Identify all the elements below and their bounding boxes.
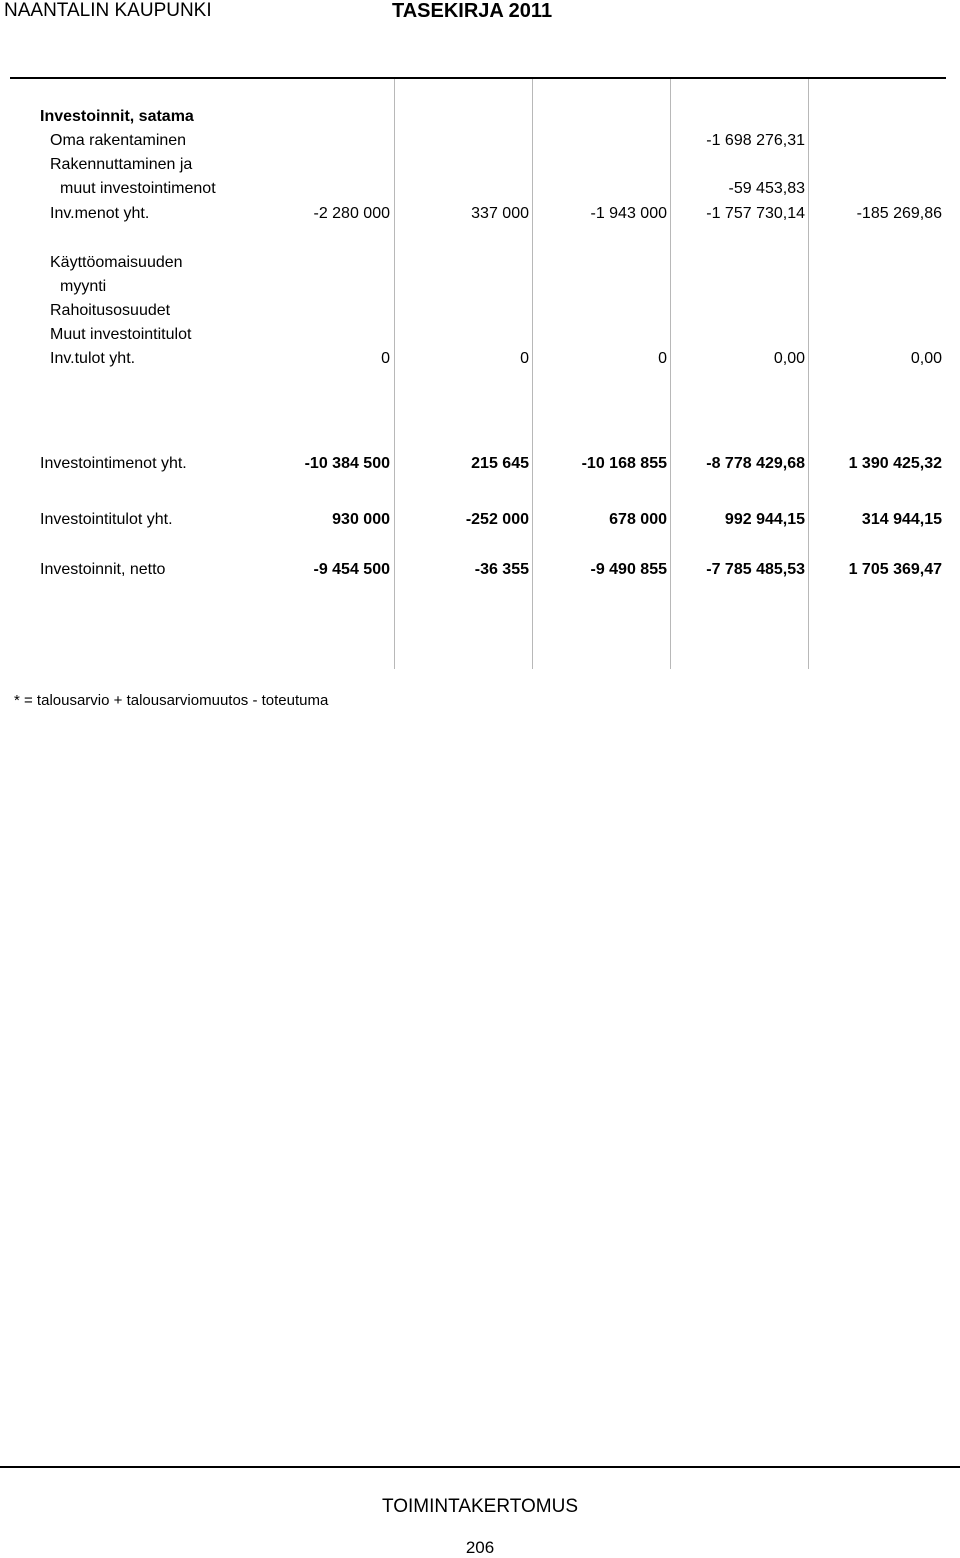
total-value: 930 000 (332, 511, 390, 528)
row-label: muut investointimenot (60, 180, 216, 197)
footer-title: TOIMINTAKERTOMUS (381, 1496, 578, 1517)
total-label: Investointimenot yht. (40, 455, 187, 472)
total-value: -9 490 855 (590, 561, 667, 578)
document-title: TASEKIRJA 2011 (392, 0, 553, 22)
cell-value: 0,00 (773, 350, 805, 367)
cell-value: -2 280 000 (313, 205, 390, 222)
organization-name: NAANTALIN KAUPUNKI (4, 0, 212, 21)
total-label: Investoinnit, netto (40, 561, 166, 578)
total-value: -8 778 429,68 (706, 455, 805, 472)
column-divider (394, 79, 395, 669)
page-number: 206 (465, 1538, 495, 1557)
row-label: myynti (60, 278, 107, 295)
header-divider (10, 77, 946, 79)
total-value: -10 168 855 (581, 455, 667, 472)
cell-value: -1 757 730,14 (706, 205, 805, 222)
total-value: -252 000 (465, 511, 529, 528)
total-value: 314 944,15 (861, 511, 942, 528)
column-divider (808, 79, 809, 669)
total-value: 992 944,15 (724, 511, 805, 528)
total-value: 215 645 (471, 455, 529, 472)
total-value: 678 000 (609, 511, 667, 528)
cell-value: -1 943 000 (590, 205, 667, 222)
cell-value: 337 000 (471, 205, 529, 222)
row-label: Oma rakentaminen (50, 132, 187, 149)
row-label: Rahoitusosuudet (50, 302, 171, 319)
cell-value: 0 (381, 350, 390, 367)
cell-value: -185 269,86 (856, 205, 942, 222)
cell-value: -59 453,83 (728, 180, 805, 197)
column-divider (670, 79, 671, 669)
column-divider (532, 79, 533, 669)
total-value: -7 785 485,53 (706, 561, 805, 578)
total-label: Investointitulot yht. (40, 511, 173, 528)
total-value: 1 705 369,47 (848, 561, 942, 578)
footnote: * = talousarvio + talousarviomuutos - toteutuma (14, 692, 329, 709)
section-title: Investoinnit, satama (40, 108, 194, 125)
row-label: Rakennuttaminen ja (50, 156, 193, 173)
cell-value: 0 (658, 350, 667, 367)
total-value: -9 454 500 (313, 561, 390, 578)
cell-value: -1 698 276,31 (706, 132, 805, 149)
total-value: 1 390 425,32 (848, 455, 942, 472)
total-value: -10 384 500 (304, 455, 390, 472)
footer-divider (0, 1466, 960, 1468)
row-label: Käyttöomaisuuden (50, 254, 183, 271)
total-value: -36 355 (474, 561, 529, 578)
row-label: Inv.tulot yht. (50, 350, 136, 367)
cell-value: 0,00 (910, 350, 942, 367)
row-label: Inv.menot yht. (50, 205, 150, 222)
cell-value: 0 (520, 350, 529, 367)
row-label: Muut investointitulot (50, 326, 192, 343)
